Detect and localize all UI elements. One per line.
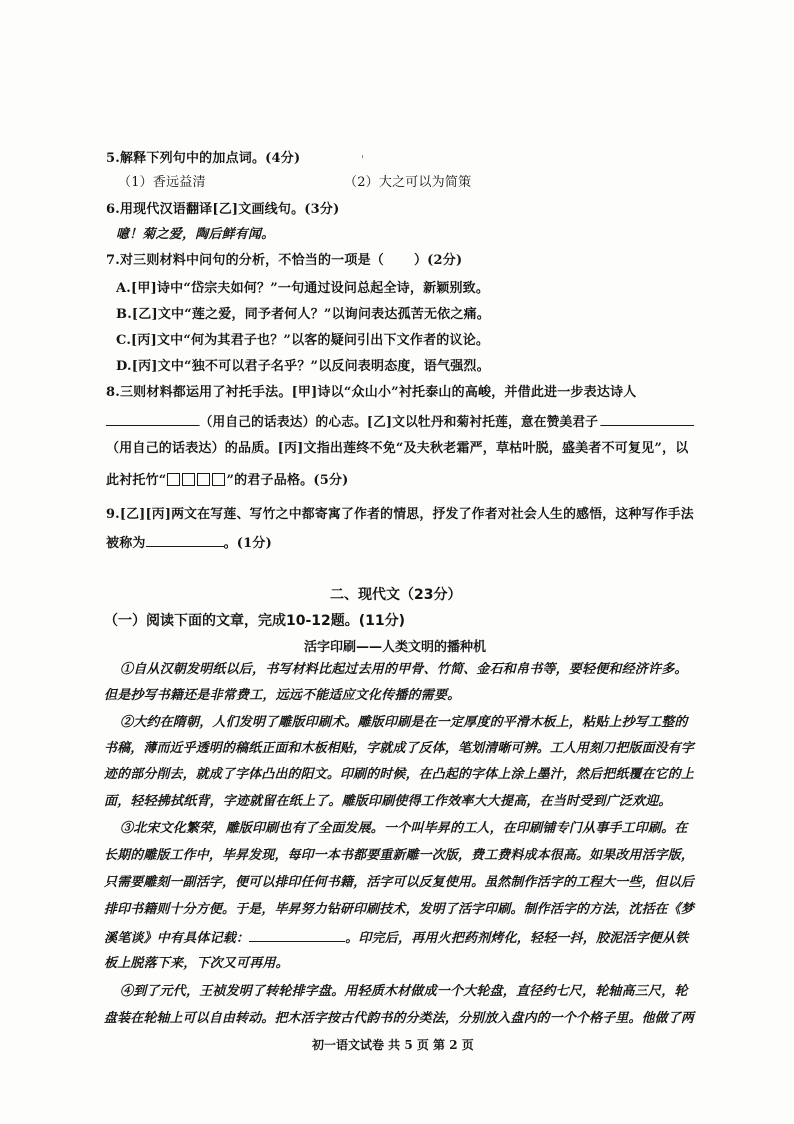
question-9-line-1: 9.[乙][丙]两文在写莲、写竹之中都寄寓了作者的情思，抒发了作者对社会人生的感悟，这种写作手法	[106, 507, 694, 522]
article-title: 活字印刷——人类文明的播种机	[304, 640, 487, 655]
reading-sub-heading: （一）阅读下面的文章，完成10-12题。(11分)	[104, 613, 406, 629]
paragraph-line: ②大约在隋朝，人们发明了雕版印刷术。雕版印刷是在一定厚度的平滑木板上，粘贴上抄写工整的	[120, 715, 688, 730]
paragraph-line: 板上脱落下来，下次又可再用。	[104, 956, 289, 971]
question-8-score: ”的君子品格。(5分)	[226, 473, 349, 488]
paragraph-line: 排印书籍则十分方便。于是，毕昇努力钻研印刷技术，发明了活字印刷。制作活字的方法，沈括在《梦	[104, 902, 695, 917]
answer-blank[interactable]	[600, 412, 694, 426]
question-7-option-b: B.[乙]文中“莲之爱，同予者何人？”以询问表达孤苦无依之痛。	[116, 307, 490, 322]
question-8-line-2	[106, 412, 694, 432]
question-9-line-2-text: 被称为	[106, 536, 146, 551]
paragraph-line: ③北宋文化繁荣，雕版印刷也有了全面发展。一个叫毕昇的工人，在印刷铺专门从事手工印刷。在	[120, 821, 688, 836]
question-7-score: ）(2分)	[413, 253, 463, 268]
answer-blank[interactable]	[106, 412, 200, 426]
paragraph-line: 面，轻轻拂拭纸背，字迹就留在纸上了。雕版印刷使得工作效率大大提高，在当时受到广泛欢迎。	[104, 794, 672, 809]
paragraph-text: 。印完后，再用火把药剂烤化，轻轻一抖，胶泥活字便从铁	[345, 931, 689, 946]
answer-box[interactable]	[182, 473, 195, 486]
question-7-stem-text: 7.对三则材料中问句的分析，不恰当的一项是（	[106, 253, 384, 268]
paragraph-line: 长期的雕版工作中，毕昇发现，每印一本书都要重新雕一次版，费工费料成本很高。如果改用活字版，	[104, 848, 695, 863]
question-9-score: 。(1分)	[223, 536, 272, 551]
question-8-line-4-text: 此衬托竹“	[106, 473, 167, 488]
answer-box[interactable]	[167, 473, 180, 486]
question-6-sentence: 噫！菊之爱，陶后鲜有闻。	[116, 227, 275, 242]
question-8-line-3: （用自己的话表达）的品质。[丙]文指出莲终不免“及夫秋老霜严，草枯叶脱，盛美者不可复见”，以	[106, 441, 689, 456]
question-6-stem: 6.用现代汉语翻译[乙]文画线句。(3分)	[106, 202, 340, 217]
paragraph-line: ①自从汉朝发明纸以后，书写材料比起过去用的甲骨、竹简、金石和帛书等，要轻便和经济许多。	[120, 662, 688, 677]
question-8-line-1: 8.三则材料都运用了衬托手法。[甲]诗以“众山小”衬托泰山的高峻，并借此进一步表达诗人	[106, 385, 637, 400]
paragraph-line: 但是抄写书籍还是非常费工，远远不能适应文化传播的需要。	[104, 688, 461, 703]
question-8-line-4	[106, 472, 349, 490]
question-9-line-2	[106, 533, 272, 553]
paragraph-line	[104, 928, 688, 948]
page-footer: 初一语文试卷 共 5 页 第 2 页	[312, 1038, 474, 1052]
section-heading: 二、现代文（23分）	[330, 587, 462, 603]
answer-box[interactable]	[212, 473, 225, 486]
scan-speck	[362, 155, 363, 158]
question-7-option-d: D.[丙]文中“独不可以君子名乎？”以反问表明态度，语气强烈。	[116, 359, 490, 374]
paragraph-line: ④到了元代，王祯发明了转轮排字盘。用轻质木材做成一个大轮盘，直径约七尺，轮轴高三尺，轮	[120, 984, 688, 999]
paragraph-line: 书稿，薄而近乎透明的稿纸正面和木板相贴，字就成了反体，笔划清晰可辨。工人用刻刀把版面没有字	[104, 741, 695, 756]
paragraph-line: 盘装在轮轴上可以自由转动。把木活字按古代韵书的分类法，分别放入盘内的一个个格子里。他做了两	[104, 1011, 695, 1026]
question-5-stem: 5.解释下列句中的加点词。(4分)	[106, 151, 301, 166]
question-8-line-2-text: （用自己的话表达）的心志。[乙]文以牡丹和菊衬托莲，意在赞美君子	[199, 415, 599, 430]
paragraph-line: 迹的部分削去，就成了字体凸出的阳文。印刷的时候，在凸起的字体上涂上墨汁，然后把纸覆在它的上	[104, 767, 695, 782]
answer-blank[interactable]	[249, 928, 345, 942]
answer-box[interactable]	[197, 473, 210, 486]
paragraph-text: 溪笔谈》中有具体记载：	[104, 931, 250, 946]
question-7-option-a: A.[甲]诗中“岱宗夫如何？”一句通过设问总起全诗，新颖别致。	[116, 281, 490, 296]
answer-blank[interactable]	[146, 533, 224, 547]
question-7-stem	[106, 252, 462, 270]
question-5-item-1: （1）香远益清	[118, 175, 206, 190]
question-5-item-2: （2）大之可以为简策	[344, 175, 472, 190]
paragraph-line: 只需要雕刻一副活字，便可以排印任何书籍，活字可以反复使用。虽然制作活字的工程大一些，但以后	[104, 875, 695, 890]
question-7-option-c: C.[丙]文中“何为其君子也？”以客的疑问引出下文作者的议论。	[116, 333, 490, 348]
